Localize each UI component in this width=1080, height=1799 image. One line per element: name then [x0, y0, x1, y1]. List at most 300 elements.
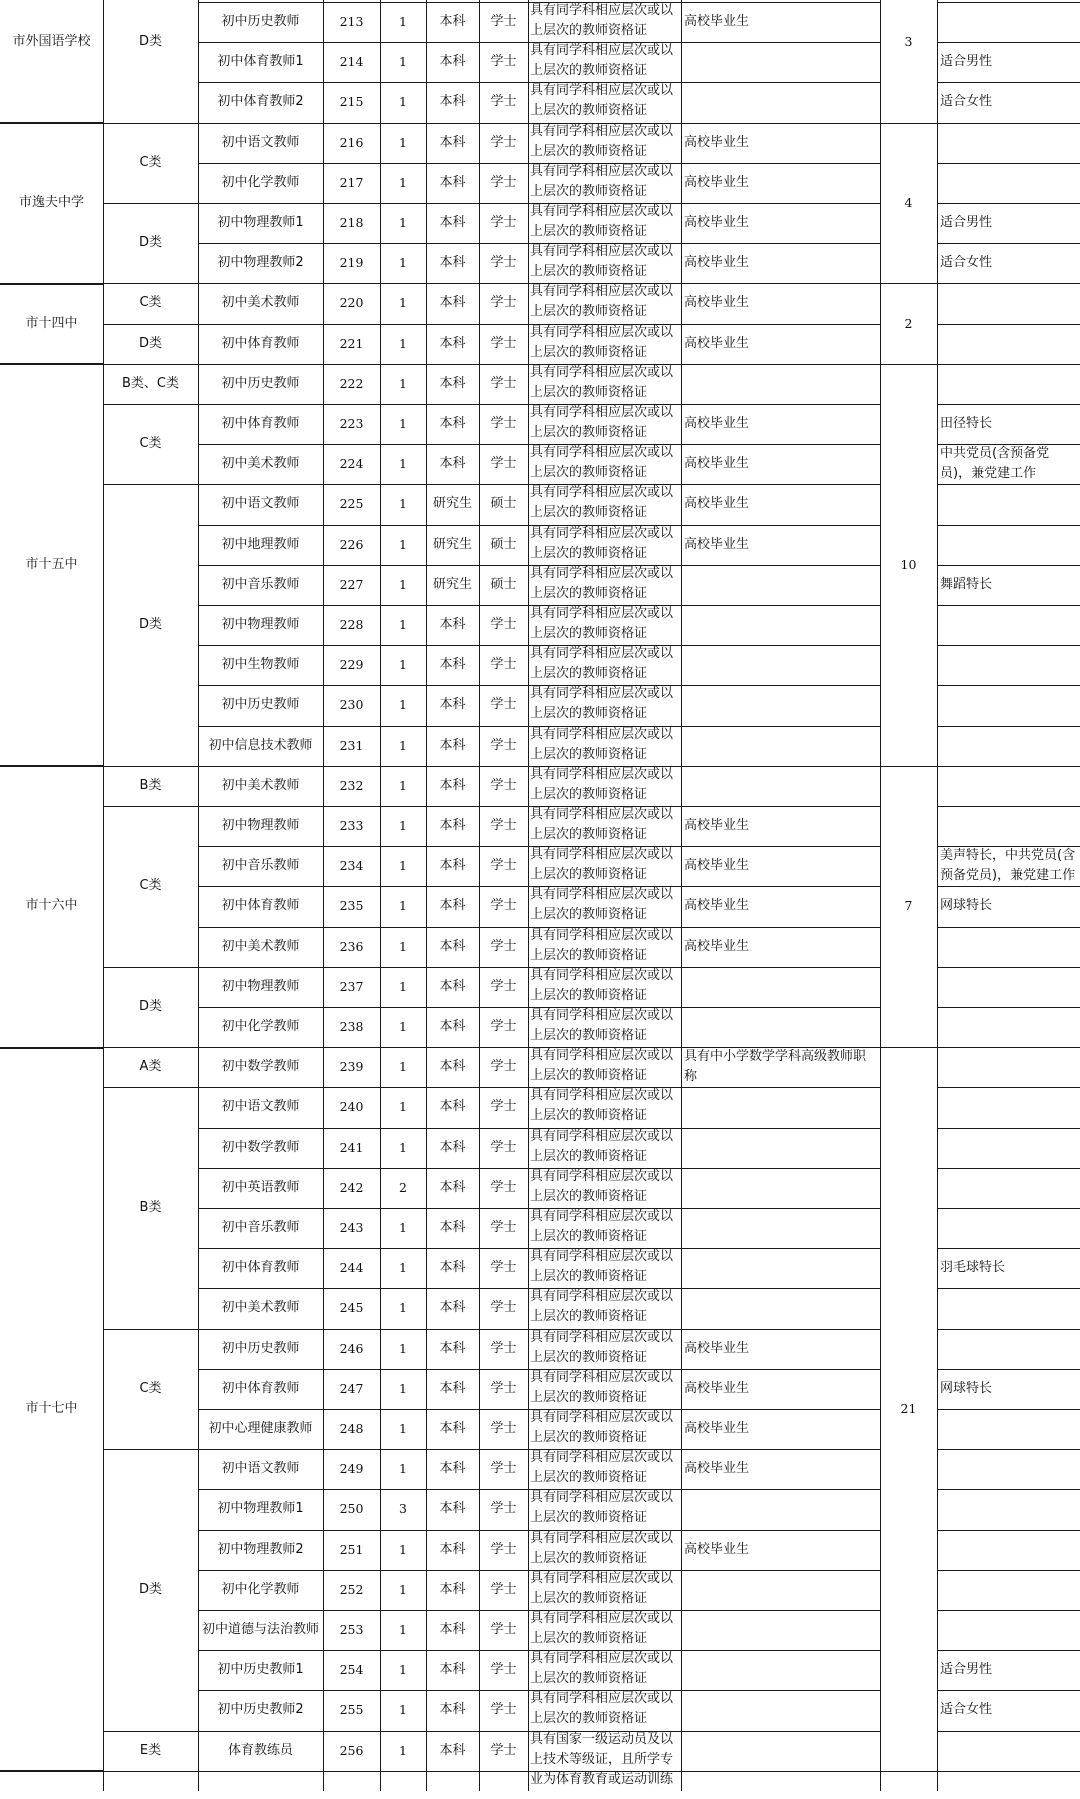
- degree: 学士: [490, 134, 517, 150]
- position-code: 214: [339, 54, 364, 70]
- position-category: D类: [138, 617, 162, 633]
- hire-count: 1: [399, 978, 407, 994]
- other-requirement: [684, 1248, 877, 1288]
- remark: 羽毛球特长: [940, 1260, 1006, 1276]
- education: 本科: [439, 54, 466, 70]
- education: 本科: [439, 1501, 466, 1517]
- grid-line: [937, 0, 938, 1791]
- position-code: 227: [339, 576, 364, 592]
- position-code: 236: [339, 938, 364, 954]
- position-code: 249: [339, 1461, 364, 1477]
- education: 本科: [439, 737, 466, 753]
- hire-count: 1: [399, 255, 407, 271]
- other-requirement: 高校毕业生: [684, 858, 750, 874]
- position-code: 243: [339, 1220, 364, 1236]
- other-requirement: [684, 42, 877, 82]
- hire-count: 1: [399, 1622, 407, 1638]
- remark: [940, 1610, 1079, 1650]
- education: 本科: [439, 617, 466, 633]
- hire-count: 1: [399, 1380, 407, 1396]
- remark: [940, 605, 1079, 645]
- position-code: 219: [339, 255, 364, 271]
- remark: [940, 1087, 1079, 1127]
- hire-count: 1: [399, 94, 407, 110]
- qualification: 具有同学科相应层次或以上层次的教师资格证: [530, 405, 674, 440]
- degree: 学士: [490, 456, 517, 472]
- position-category: D类: [138, 1581, 162, 1597]
- position-name: 初中数学教师: [221, 1139, 300, 1155]
- other-requirement: 高校毕业生: [684, 1461, 750, 1477]
- other-requirement: [684, 1489, 877, 1529]
- degree: 学士: [490, 1260, 517, 1276]
- other-requirement: 高校毕业生: [684, 898, 750, 914]
- remark: 适合男性: [940, 54, 993, 70]
- qualification: 具有同学科相应层次或以上层次的教师资格证: [530, 1128, 674, 1164]
- hire-count: 3: [399, 1501, 407, 1517]
- school-name: 市十七中: [25, 1400, 78, 1416]
- education: 本科: [439, 1099, 466, 1115]
- degree: 学士: [490, 898, 517, 914]
- remark: [940, 1489, 1079, 1529]
- education: 研究生: [432, 576, 472, 592]
- other-requirement: 高校毕业生: [684, 536, 750, 552]
- other-requirement: 高校毕业生: [684, 295, 750, 311]
- position-name: 初中语文教师: [221, 496, 300, 512]
- position-code: 252: [339, 1581, 364, 1597]
- position-code: 218: [339, 215, 364, 231]
- degree: 学士: [490, 1421, 517, 1437]
- remark: [940, 927, 1079, 967]
- school-total: 4: [904, 194, 913, 210]
- qualification: 具有同学科相应层次或以上层次的教师资格证: [530, 1691, 674, 1727]
- school-total: 21: [900, 1400, 917, 1416]
- position-code: 215: [339, 94, 364, 110]
- position-code: 235: [339, 898, 364, 914]
- qualification: 具有同学科相应层次或以上层次的教师资格证: [530, 1369, 674, 1405]
- education: 本科: [439, 94, 466, 110]
- other-requirement: [684, 967, 877, 1007]
- degree: 学士: [490, 1581, 517, 1597]
- education: 本科: [439, 1179, 466, 1195]
- position-category: C类: [139, 878, 162, 894]
- remark: [940, 484, 1079, 524]
- hire-count: 1: [399, 697, 407, 713]
- other-requirement: [684, 605, 877, 645]
- position-name: 初中美术教师: [221, 777, 300, 793]
- remark: [940, 806, 1079, 846]
- position-name: 初中英语教师: [221, 1179, 300, 1195]
- position-code: 228: [339, 617, 364, 633]
- qualification: 具有同学科相应层次或以上层次的教师资格证: [530, 565, 674, 601]
- qualification: 具有同学科相应层次或以上层次的教师资格证: [530, 1048, 674, 1084]
- degree: 学士: [490, 1300, 517, 1316]
- degree: 硕士: [490, 576, 517, 592]
- qualification: 具有同学科相应层次或以上层次的教师资格证: [530, 686, 674, 722]
- education: 本科: [439, 1220, 466, 1236]
- qualification: 具有同学科相应层次或以上层次的教师资格证: [530, 1209, 674, 1244]
- position-code: 220: [339, 295, 364, 311]
- degree: 学士: [490, 978, 517, 994]
- position-name: 初中历史教师2: [217, 1702, 304, 1718]
- position-name: 初中物理教师2: [217, 1541, 304, 1557]
- position-name: 初中道德与法治教师: [201, 1622, 319, 1638]
- other-requirement: [684, 364, 877, 404]
- remark: [940, 726, 1079, 766]
- position-code: 217: [339, 174, 364, 190]
- remark: [940, 1731, 1079, 1771]
- position-name: 初中历史教师: [221, 375, 300, 391]
- degree: 学士: [490, 697, 517, 713]
- hire-count: 1: [399, 1300, 407, 1316]
- position-name: 初中历史教师: [221, 14, 300, 30]
- remark: [940, 645, 1079, 685]
- position-name: 初中美术教师: [221, 456, 300, 472]
- position-code: 251: [339, 1541, 364, 1557]
- position-name: 初中心理健康教师: [208, 1421, 313, 1437]
- education: 研究生: [432, 496, 472, 512]
- position-category: D类: [138, 998, 162, 1014]
- hire-count: 1: [399, 1220, 407, 1236]
- other-requirement: [684, 1208, 877, 1248]
- education: 本科: [439, 1260, 466, 1276]
- degree: 学士: [490, 1099, 517, 1115]
- education: 本科: [439, 416, 466, 432]
- position-code: 245: [339, 1300, 364, 1316]
- other-requirement: 高校毕业生: [684, 496, 750, 512]
- degree: 学士: [490, 858, 517, 874]
- other-requirement: 高校毕业生: [684, 1380, 750, 1396]
- hire-count: 1: [399, 1662, 407, 1678]
- hire-count: 1: [399, 496, 407, 512]
- degree: 学士: [490, 1340, 517, 1356]
- education: 本科: [439, 335, 466, 351]
- qualification: 具有同学科相应层次或以上层次的教师资格证: [530, 204, 674, 239]
- position-code: 229: [339, 657, 364, 673]
- hire-count: 1: [399, 1059, 407, 1075]
- other-requirement: [684, 1610, 877, 1650]
- hire-count: 1: [399, 295, 407, 311]
- hire-count: 1: [399, 335, 407, 351]
- education: 本科: [439, 938, 466, 954]
- degree: 学士: [490, 818, 517, 834]
- degree: 学士: [490, 1662, 517, 1678]
- remark: [940, 1449, 1079, 1489]
- qualification: 具有同学科相应层次或以上层次的教师资格证: [530, 1329, 674, 1365]
- hire-count: 1: [399, 576, 407, 592]
- degree: 学士: [490, 335, 517, 351]
- position-code: 244: [339, 1260, 364, 1276]
- position-name: 初中美术教师: [221, 1300, 300, 1316]
- school-name: 市逸夫中学: [18, 194, 84, 210]
- education: 本科: [439, 818, 466, 834]
- education: 本科: [439, 1340, 466, 1356]
- hire-count: 2: [399, 1179, 407, 1195]
- hire-count: 1: [399, 1099, 407, 1115]
- education: 本科: [439, 1662, 466, 1678]
- remark: [940, 1168, 1079, 1208]
- remark: [940, 1208, 1079, 1248]
- qualification: 具有同学科相应层次或以上层次的教师资格证: [530, 3, 674, 38]
- degree: 学士: [490, 617, 517, 633]
- degree: 学士: [490, 375, 517, 391]
- position-name: 初中体育教师: [221, 416, 300, 432]
- position-code: 256: [339, 1742, 364, 1758]
- education: 本科: [439, 1622, 466, 1638]
- grid-line: [880, 1771, 937, 1772]
- position-category: D类: [138, 34, 162, 50]
- remark: 适合女性: [940, 255, 993, 271]
- position-code: 225: [339, 496, 364, 512]
- hire-count: 1: [399, 174, 407, 190]
- other-requirement: [684, 82, 877, 122]
- remark: [940, 283, 1079, 323]
- degree: 学士: [490, 1702, 517, 1718]
- remark: [940, 1530, 1079, 1570]
- school-name: 市十六中: [25, 898, 78, 914]
- hire-count: 1: [399, 938, 407, 954]
- hire-count: 1: [399, 1702, 407, 1718]
- qualification: 具有同学科相应层次或以上层次的教师资格证: [530, 847, 674, 883]
- qualification: 具有同学科相应层次或以上层次的教师资格证: [530, 766, 674, 802]
- other-requirement: 高校毕业生: [684, 255, 750, 271]
- other-requirement: [684, 1731, 877, 1771]
- degree: 学士: [490, 1380, 517, 1396]
- grid-line: [937, 1771, 1080, 1772]
- degree: 学士: [490, 94, 517, 110]
- position-code: 247: [339, 1380, 364, 1396]
- hire-count: 1: [399, 858, 407, 874]
- position-category: D类: [138, 235, 162, 251]
- remark: 适合男性: [940, 215, 993, 231]
- grid-line: [681, 0, 682, 1791]
- other-requirement: [684, 766, 877, 806]
- degree: 学士: [490, 1461, 517, 1477]
- education: 本科: [439, 1300, 466, 1316]
- degree: 学士: [490, 1742, 517, 1758]
- qualification: 具有同学科相应层次或以上层次的教师资格证: [530, 364, 674, 400]
- education: 本科: [439, 1581, 466, 1597]
- hire-count: 1: [399, 134, 407, 150]
- position-category: A类: [139, 1059, 162, 1075]
- qualification: 具有同学科相应层次或以上层次的教师资格证: [530, 887, 674, 923]
- other-requirement: [684, 1690, 877, 1730]
- other-requirement: [684, 726, 877, 766]
- position-code: 230: [339, 697, 364, 713]
- other-requirement: [684, 1087, 877, 1127]
- other-requirement: 高校毕业生: [684, 1421, 750, 1437]
- degree: 学士: [490, 215, 517, 231]
- position-code: 216: [339, 134, 364, 150]
- position-name: 初中美术教师: [221, 938, 300, 954]
- position-category: C类: [139, 436, 162, 452]
- hire-count: 1: [399, 737, 407, 753]
- qualification: 具有同学科相应层次或以上层次的教师资格证: [530, 1289, 674, 1325]
- hire-count: 1: [399, 416, 407, 432]
- remark: 网球特长: [940, 1380, 993, 1396]
- position-name: 初中音乐教师: [221, 576, 300, 592]
- remark: 适合女性: [940, 1702, 993, 1718]
- remark: [940, 525, 1079, 565]
- position-code: 254: [339, 1662, 364, 1678]
- remark: [940, 1409, 1079, 1449]
- other-requirement: 高校毕业生: [684, 215, 750, 231]
- hire-count: 1: [399, 1139, 407, 1155]
- position-name: 初中音乐教师: [221, 1220, 300, 1236]
- remark: [940, 364, 1079, 404]
- education: 本科: [439, 657, 466, 673]
- qualification: 具有同学科相应层次或以上层次的教师资格证: [530, 445, 674, 481]
- remark: 田径特长: [940, 416, 993, 432]
- position-code: 242: [339, 1179, 364, 1195]
- position-code: 221: [339, 335, 364, 351]
- degree: 学士: [490, 1541, 517, 1557]
- qualification: 具有同学科相应层次或以上层次的教师资格证: [530, 485, 674, 521]
- hire-count: 1: [399, 215, 407, 231]
- position-name: 初中地理教师: [221, 536, 300, 552]
- qualification: 具有同学科相应层次或以上层次的教师资格证: [530, 43, 674, 79]
- remark: [940, 123, 1079, 163]
- hire-count: 1: [399, 898, 407, 914]
- hire-count: 1: [399, 536, 407, 552]
- position-name: 初中历史教师: [221, 697, 300, 713]
- education: 本科: [439, 134, 466, 150]
- degree: 学士: [490, 54, 517, 70]
- hire-count: 1: [399, 1541, 407, 1557]
- education: 本科: [439, 1541, 466, 1557]
- hire-count: 1: [399, 456, 407, 472]
- other-requirement: 具有中小学数学学科高级教师职称: [684, 1049, 867, 1085]
- education: 本科: [439, 456, 466, 472]
- position-name: 初中化学教师: [221, 1019, 300, 1035]
- position-name: 初中生物教师: [221, 657, 300, 673]
- position-code: 255: [339, 1702, 364, 1718]
- remark: 美声特长，中共党员(含预备党员)，兼党建工作: [940, 848, 1076, 884]
- other-requirement: 高校毕业生: [684, 1340, 750, 1356]
- position-name: 初中体育教师1: [217, 54, 304, 70]
- education: 本科: [439, 1461, 466, 1477]
- education: 本科: [439, 858, 466, 874]
- qualification: 具有同学科相应层次或以上层次的教师资格证: [530, 1490, 674, 1526]
- position-name: 初中物理教师: [221, 818, 300, 834]
- qualification: 具有同学科相应层次或以上层次的教师资格证: [530, 1570, 674, 1606]
- other-requirement: 高校毕业生: [684, 818, 750, 834]
- degree: 学士: [490, 938, 517, 954]
- school-total: 10: [900, 556, 917, 572]
- degree: 硕士: [490, 496, 517, 512]
- position-name: 初中语文教师: [221, 1099, 300, 1115]
- qualification: 具有同学科相应层次或以上层次的教师资格证: [530, 726, 674, 762]
- remark: [940, 766, 1079, 806]
- position-name: 初中语文教师: [221, 1461, 300, 1477]
- remark: [940, 1288, 1079, 1328]
- hire-count: 1: [399, 1742, 407, 1758]
- education: 本科: [439, 978, 466, 994]
- other-requirement: 高校毕业生: [684, 456, 750, 472]
- position-name: 初中体育教师: [221, 898, 300, 914]
- other-requirement: 高校毕业生: [684, 1541, 750, 1557]
- remark: [940, 1047, 1079, 1087]
- qualification: 具有国家一级运动员及以上技术等级证，且所学专业为体育教育或运动训练: [530, 1731, 674, 1787]
- degree: 学士: [490, 1179, 517, 1195]
- education: 本科: [439, 14, 466, 30]
- remark: [940, 1128, 1079, 1168]
- position-name: 初中物理教师2: [217, 255, 304, 271]
- position-name: 初中体育教师: [221, 335, 300, 351]
- remark: 适合男性: [940, 1662, 993, 1678]
- other-requirement: 高校毕业生: [684, 14, 750, 30]
- position-category: C类: [139, 154, 162, 170]
- degree: 学士: [490, 737, 517, 753]
- qualification: 具有同学科相应层次或以上层次的教师资格证: [530, 123, 674, 159]
- hire-count: 1: [399, 375, 407, 391]
- position-name: 初中物理教师1: [217, 215, 304, 231]
- other-requirement: 高校毕业生: [684, 134, 750, 150]
- education: 本科: [439, 255, 466, 271]
- qualification: 具有同学科相应层次或以上层次的教师资格证: [530, 967, 674, 1003]
- degree: 学士: [490, 1501, 517, 1517]
- hire-count: 1: [399, 14, 407, 30]
- grid-line: [528, 0, 529, 1791]
- degree: 学士: [490, 1059, 517, 1075]
- position-code: 213: [339, 14, 364, 30]
- position-category: C类: [139, 1380, 162, 1396]
- degree: 学士: [490, 1220, 517, 1236]
- position-code: 237: [339, 978, 364, 994]
- school-total: 7: [904, 898, 913, 914]
- position-name: 体育教练员: [227, 1742, 293, 1758]
- education: 本科: [439, 898, 466, 914]
- position-code: 238: [339, 1019, 364, 1035]
- degree: 学士: [490, 1622, 517, 1638]
- hire-count: 1: [399, 777, 407, 793]
- qualification: 具有同学科相应层次或以上层次的教师资格证: [530, 927, 674, 963]
- other-requirement: 高校毕业生: [684, 174, 750, 190]
- position-name: 初中历史教师: [221, 1340, 300, 1356]
- position-name: 初中历史教师1: [217, 1662, 304, 1678]
- education: 研究生: [432, 536, 472, 552]
- other-requirement: 高校毕业生: [684, 335, 750, 351]
- qualification: 具有同学科相应层次或以上层次的教师资格证: [530, 244, 674, 280]
- position-name: 初中物理教师: [221, 978, 300, 994]
- degree: 学士: [490, 1139, 517, 1155]
- education: 本科: [439, 1742, 466, 1758]
- school-name: 市外国语学校: [12, 34, 91, 50]
- education: 本科: [439, 1139, 466, 1155]
- position-code: 233: [339, 818, 364, 834]
- other-requirement: [684, 685, 877, 725]
- position-name: 初中信息技术教师: [208, 737, 313, 753]
- qualification: 具有同学科相应层次或以上层次的教师资格证: [530, 1651, 674, 1687]
- position-name: 初中语文教师: [221, 134, 300, 150]
- degree: 学士: [490, 174, 517, 190]
- position-name: 初中物理教师1: [217, 1501, 304, 1517]
- position-name: 初中音乐教师: [221, 858, 300, 874]
- degree: 学士: [490, 295, 517, 311]
- position-category: B类、C类: [122, 375, 179, 391]
- qualification: 具有同学科相应层次或以上层次的教师资格证: [530, 1410, 674, 1445]
- remark: [940, 685, 1079, 725]
- hire-count: 1: [399, 1340, 407, 1356]
- degree: 学士: [490, 1019, 517, 1035]
- position-code: 253: [339, 1622, 364, 1638]
- position-code: 241: [339, 1139, 364, 1155]
- hire-count: 1: [399, 617, 407, 633]
- qualification: 具有同学科相应层次或以上层次的教师资格证: [530, 606, 674, 641]
- position-category: D类: [138, 335, 162, 351]
- remark: 中共党员(含预备党员)，兼党建工作: [940, 446, 1050, 482]
- position-code: 224: [339, 456, 364, 472]
- qualification: 具有同学科相应层次或以上层次的教师资格证: [530, 1530, 674, 1566]
